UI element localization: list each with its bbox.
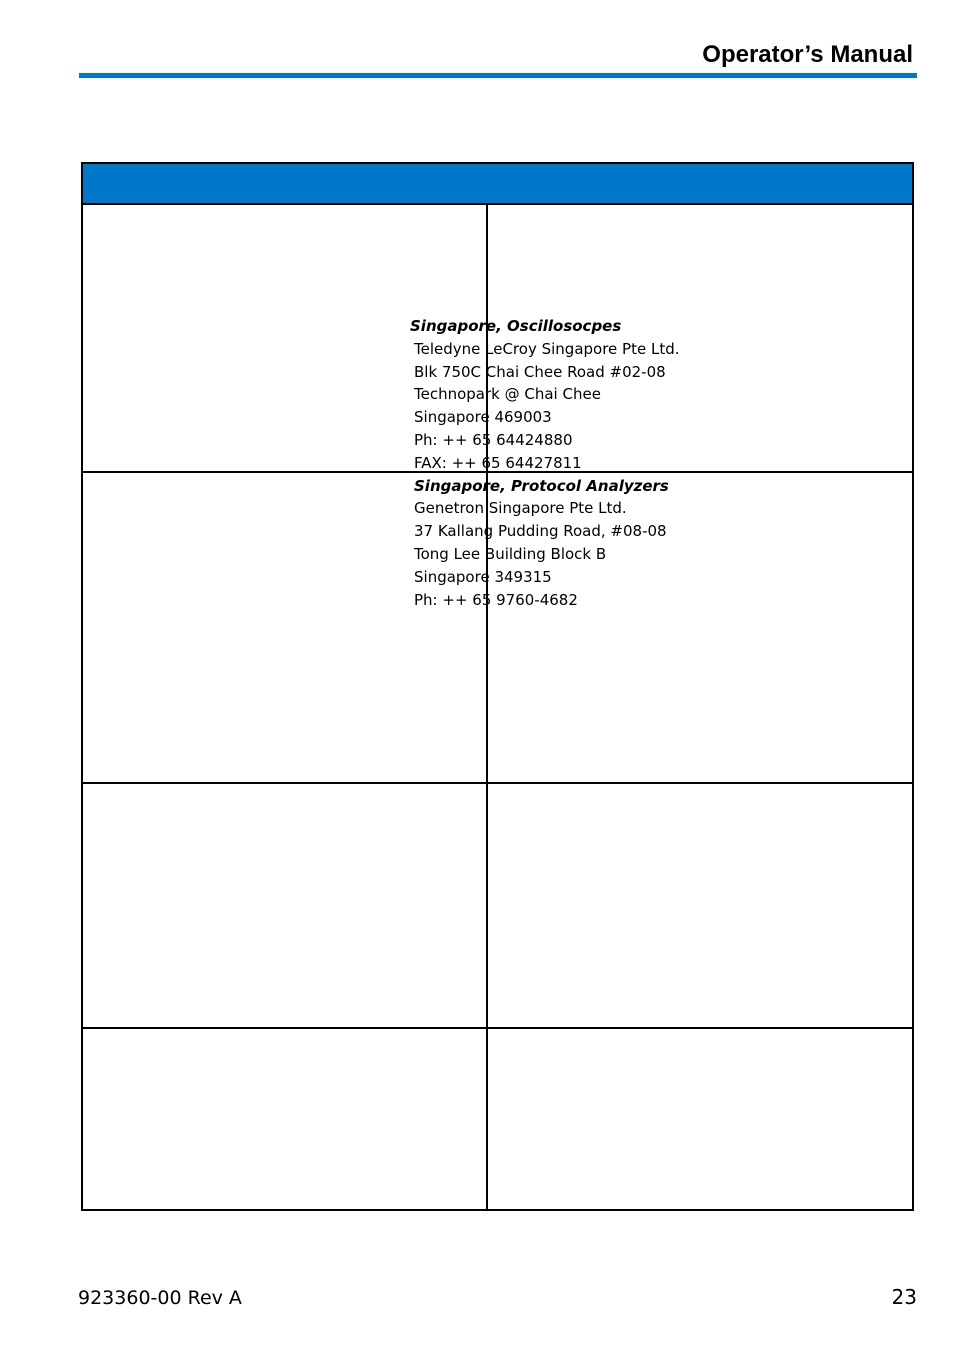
phone-line: Ph: ++ 65 9760-4682 <box>414 590 578 609</box>
address-line: Genetron Singapore Pte Ltd. <box>414 499 627 518</box>
address-line: Technopark @ Chai Chee <box>414 385 601 404</box>
address-line: Singapore 349315 <box>414 567 552 586</box>
address-line: 37 Kallang Pudding Road, #08-08 <box>414 522 667 541</box>
address-line: Blk 750C Chai Chee Road #02-08 <box>414 362 666 381</box>
singapore-contact-cell <box>410 315 680 611</box>
row-divider <box>83 1027 912 1029</box>
table-header-band <box>83 164 912 205</box>
footer-doc-number: 923360-00 Rev A <box>78 1287 242 1309</box>
page-header-title: Operator’s Manual <box>702 41 913 68</box>
row-divider <box>83 782 912 784</box>
fax-line: FAX: ++ 65 64427811 <box>414 453 582 472</box>
phone-line: Ph: ++ 65 64424880 <box>414 430 573 449</box>
footer-page-number: 23 <box>891 1285 917 1309</box>
address-line: Teledyne LeCroy Singapore Pte Ltd. <box>414 339 680 358</box>
header-divider <box>79 73 917 78</box>
address-line: Singapore 469003 <box>414 408 552 427</box>
protocol-analyzers-heading: Singapore, Protocol Analyzers <box>414 476 669 495</box>
oscilloscopes-heading: Singapore, Oscillosocpes <box>410 317 622 335</box>
address-line: Tong Lee Building Block B <box>414 544 607 563</box>
